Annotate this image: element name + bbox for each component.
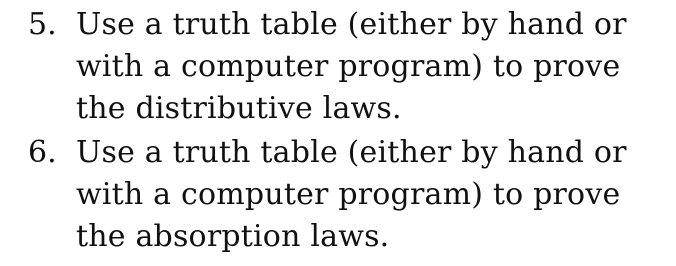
- exercise-number: 5.: [28, 7, 57, 42]
- exercise-text-line: Use a truth table (either by hand or: [76, 135, 627, 170]
- exercise-text-line: the distributive laws.: [76, 91, 402, 126]
- exercise-text-line: with a computer program) to prove: [76, 177, 621, 212]
- exercise-text-line: Use a truth table (either by hand or: [76, 7, 627, 42]
- exercise-number: 6.: [28, 135, 57, 170]
- exercise-text-line: with a computer program) to prove: [76, 49, 621, 84]
- exercise-text-line: the absorption laws.: [76, 219, 390, 254]
